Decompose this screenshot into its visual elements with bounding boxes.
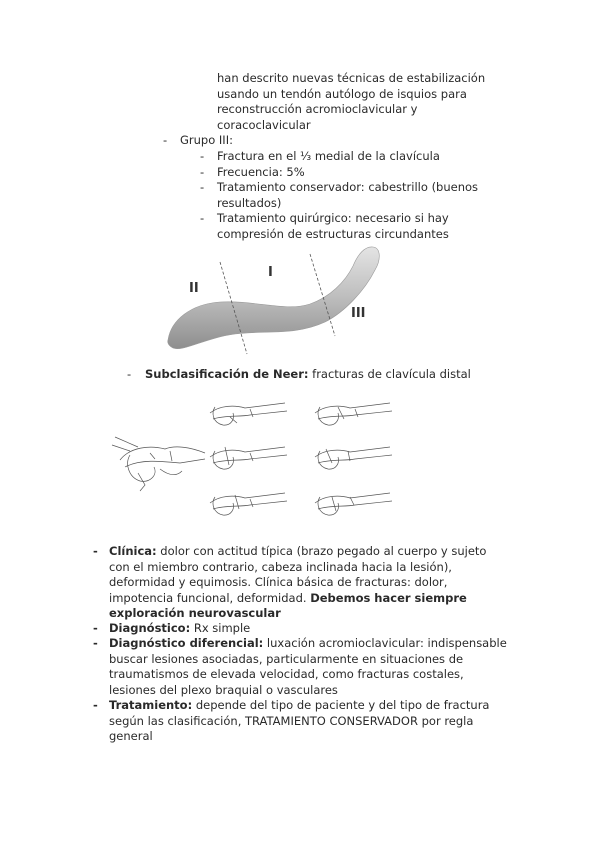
clavicle-bone [168,247,380,349]
intro-line: coracoclavicular [217,117,311,132]
neer-diagram-small [210,403,287,425]
intro-paragraph [217,71,485,133]
bullet-dash: - [93,544,98,558]
clinica-paragraph: Clínica: dolor con actitud típica (brazo pegado al cuerpo y sujeto con el miembro contrario, cabeza inclinada hacia la lesión), deformidad y equimosis. Clínica básica de fracturas: dolor, impotencia funcional, deformidad. Debemos hacer siempre exploración neurovascular [109,544,487,620]
label-group-II: II [189,281,199,296]
tratamiento-paragraph: Tratamiento: depende del tipo de paciente y del tipo de fractura según las clasificación, TRATAMIENTO CONSERVADOR por regla general [109,698,490,743]
intro-line: han descrito nuevas técnicas de estabilización [217,71,486,85]
group3-item-dash: - [200,165,205,179]
neer-heading [145,367,471,383]
neer-diagram-small [315,403,392,425]
group3-item-dash: - [200,211,205,225]
group3-dash: - [163,133,168,147]
diferencial-paragraph: Diagnóstico diferencial: luxación acromioclavicular: indispensable buscar lesiones asociadas, particularmente en situaciones de traumatismos de elevada velocidad, como fracturas costales, lesiones del plexo braquial o vasculares [109,636,507,697]
diferencial-label: Diagnóstico diferencial: [109,636,264,650]
bullet-dash: - [93,698,98,712]
neer-label: Subclasificación de Neer: [145,367,309,381]
bullet-dash: - [93,636,98,650]
group3-label: Grupo III: [180,133,233,147]
neer-dash: - [127,367,132,381]
group3-item: Tratamiento quirúrgico: necesario si hay compresión de estructuras circundantes [217,211,449,241]
label-group-III: III [351,306,366,321]
neer-diagram-small [315,447,392,469]
diagnostico-label: Diagnóstico: [109,621,191,635]
bullet-dash: - [93,621,98,635]
neer-diagram-small [210,447,287,469]
group3-item: Fractura en el ⅓ medial de la clavícula [217,149,440,163]
neer-text: fracturas de clavícula distal [308,367,471,381]
neer-diagram-small [315,493,392,515]
diagnostico-paragraph: Diagnóstico: Rx simple [109,621,251,635]
group3-item-dash: - [200,149,205,163]
group3-item-dash: - [200,180,205,194]
label-group-I: I [268,265,273,280]
intro-line: reconstrucción acromioclavicular y [217,102,418,116]
intro-line: usando un tendón autólogo de isquios para [217,86,467,101]
clavicle-figure [165,242,395,357]
group3-item: Tratamiento conservador: cabestrillo (buenos resultados) [217,180,479,210]
neer-diagrams [110,385,410,530]
group3-item: Frecuencia: 5% [217,165,305,179]
neer-diagram-main [112,437,205,491]
clinica-label: Clínica: [109,544,157,558]
tratamiento-label: Tratamiento: [109,698,193,712]
neer-diagram-small [210,493,287,515]
